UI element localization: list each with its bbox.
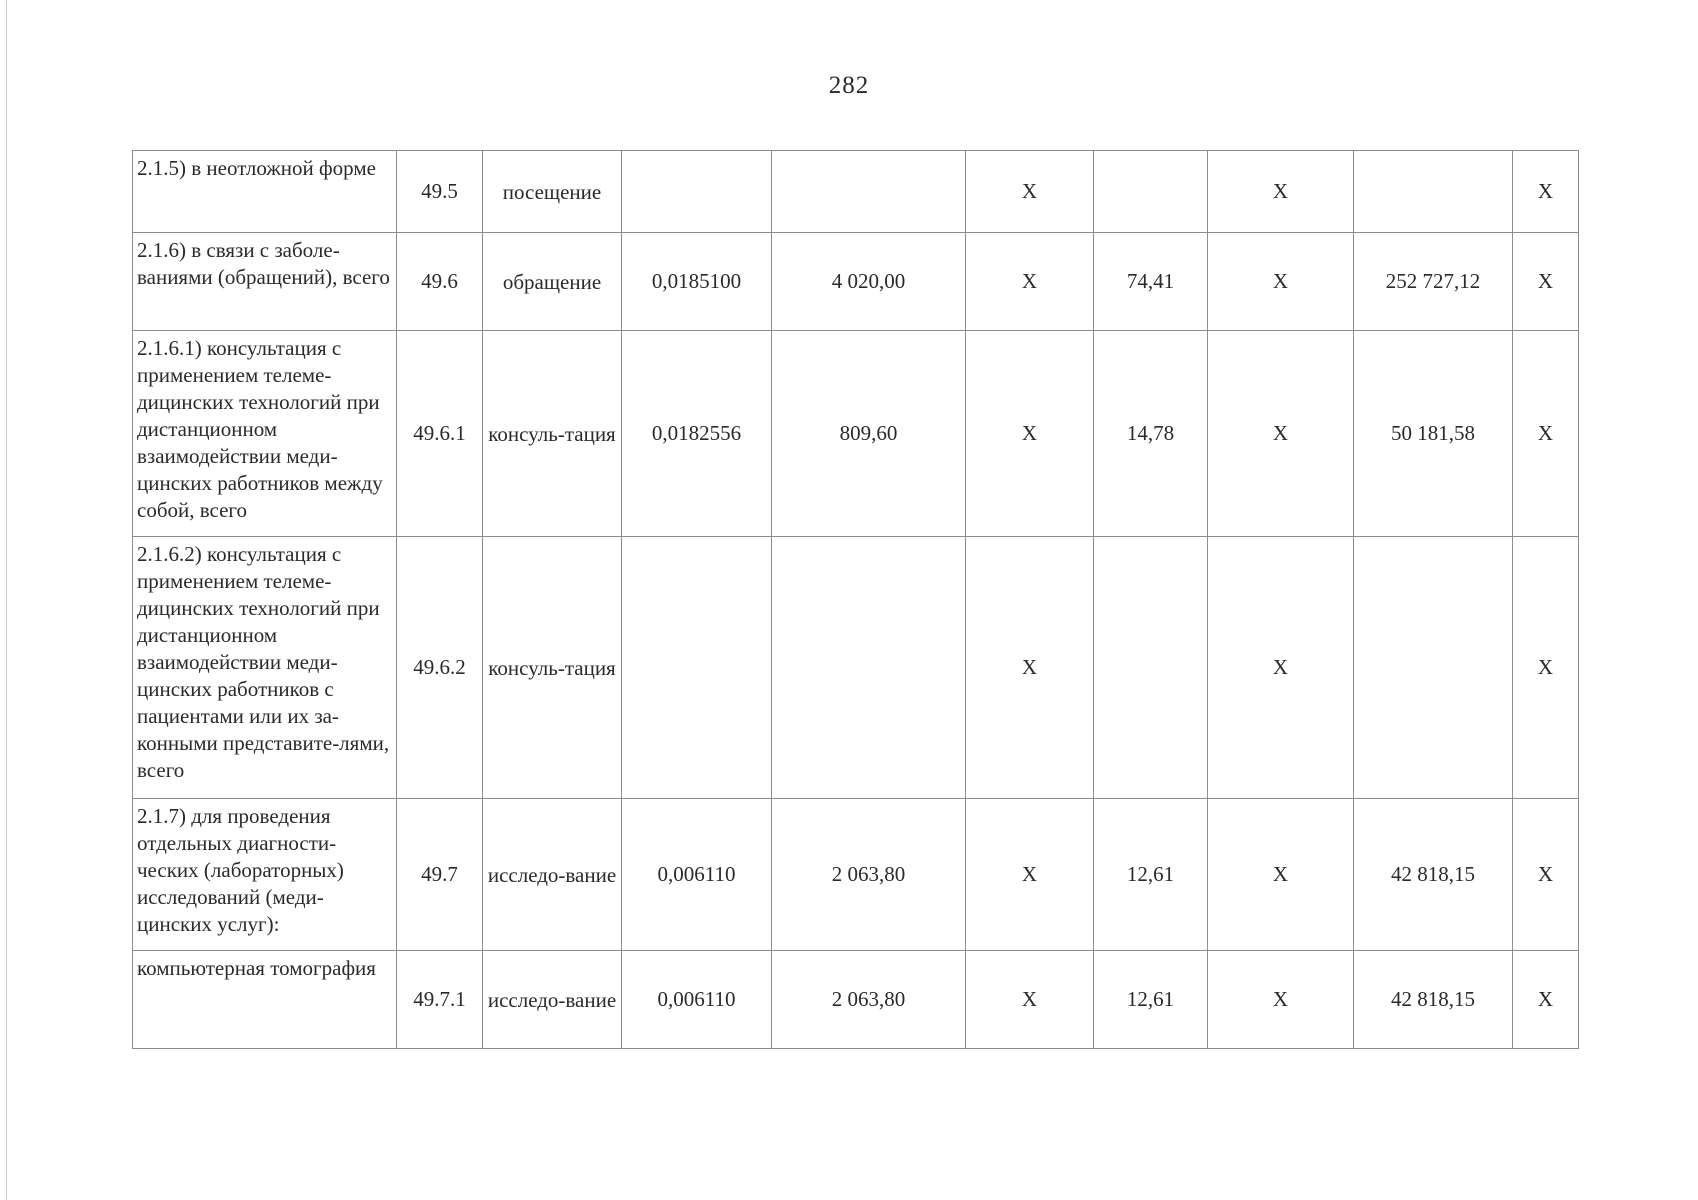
row-unit: исследо-вание	[483, 951, 622, 1049]
row-cell: 809,60	[772, 331, 966, 537]
row-code: 49.6.2	[397, 537, 483, 799]
row-cell: 12,61	[1094, 951, 1208, 1049]
row-cell	[622, 537, 772, 799]
row-cell: X	[966, 537, 1094, 799]
row-cell: X	[966, 799, 1094, 951]
table-row	[133, 151, 1579, 233]
row-cell	[1354, 151, 1513, 233]
row-code: 49.7.1	[397, 951, 483, 1049]
row-cell: X	[1208, 151, 1354, 233]
row-unit: посещение	[483, 151, 622, 233]
table-row	[133, 331, 1579, 537]
row-cell: X	[1513, 799, 1579, 951]
row-cell: 42 818,15	[1354, 799, 1513, 951]
row-name: компьютерная томография	[133, 951, 397, 1049]
row-code: 49.7	[397, 799, 483, 951]
table-row	[133, 233, 1579, 331]
table-row	[133, 951, 1579, 1049]
table-row	[133, 799, 1579, 951]
scan-edge-line	[6, 0, 7, 1200]
row-name: 2.1.5) в неотложной форме	[133, 151, 397, 233]
row-cell: 42 818,15	[1354, 951, 1513, 1049]
row-unit: обращение	[483, 233, 622, 331]
data-table	[132, 150, 1579, 1049]
row-cell	[622, 151, 772, 233]
row-code: 49.5	[397, 151, 483, 233]
row-cell: X	[966, 151, 1094, 233]
row-cell	[1094, 537, 1208, 799]
row-cell: 252 727,12	[1354, 233, 1513, 331]
row-name: 2.1.6.1) консультация с применением телеме-дицинских технологий при дистанционном взаимодействии меди-цинских работников между собой, всего	[133, 331, 397, 537]
row-cell: 14,78	[1094, 331, 1208, 537]
row-code: 49.6	[397, 233, 483, 331]
row-cell: X	[966, 951, 1094, 1049]
row-cell: 12,61	[1094, 799, 1208, 951]
table-row	[133, 537, 1579, 799]
row-cell: X	[1513, 331, 1579, 537]
row-cell: 0,006110	[622, 799, 772, 951]
row-cell	[1094, 151, 1208, 233]
row-cell: X	[1208, 537, 1354, 799]
row-unit: исследо-вание	[483, 799, 622, 951]
row-cell: X	[966, 331, 1094, 537]
row-cell: X	[1513, 951, 1579, 1049]
page-number: 282	[828, 72, 870, 99]
row-cell: X	[1208, 799, 1354, 951]
row-cell: X	[1513, 537, 1579, 799]
row-unit: консуль-тация	[483, 537, 622, 799]
row-cell: 0,0182556	[622, 331, 772, 537]
row-cell: X	[1513, 151, 1579, 233]
row-cell: X	[1208, 951, 1354, 1049]
row-cell	[1354, 537, 1513, 799]
row-cell	[772, 537, 966, 799]
row-name: 2.1.6) в связи с заболе-ваниями (обращений), всего	[133, 233, 397, 331]
row-cell: X	[1513, 233, 1579, 331]
row-unit: консуль-тация	[483, 331, 622, 537]
row-cell: 50 181,58	[1354, 331, 1513, 537]
row-cell: 74,41	[1094, 233, 1208, 331]
row-cell: 4 020,00	[772, 233, 966, 331]
row-cell: X	[1208, 233, 1354, 331]
row-cell: X	[966, 233, 1094, 331]
row-code: 49.6.1	[397, 331, 483, 537]
row-cell: 0,006110	[622, 951, 772, 1049]
row-cell: 0,0185100	[622, 233, 772, 331]
row-name: 2.1.6.2) консультация с применением телеме-дицинских технологий при дистанционном взаимодействии меди-цинских работников с пациентами или их за-конными представите-лями, всего	[133, 537, 397, 799]
row-name: 2.1.7) для проведения отдельных диагности-ческих (лабораторных) исследований (меди-цинских услуг):	[133, 799, 397, 951]
row-cell: 2 063,80	[772, 951, 966, 1049]
row-cell: X	[1208, 331, 1354, 537]
row-cell	[772, 151, 966, 233]
row-cell: 2 063,80	[772, 799, 966, 951]
